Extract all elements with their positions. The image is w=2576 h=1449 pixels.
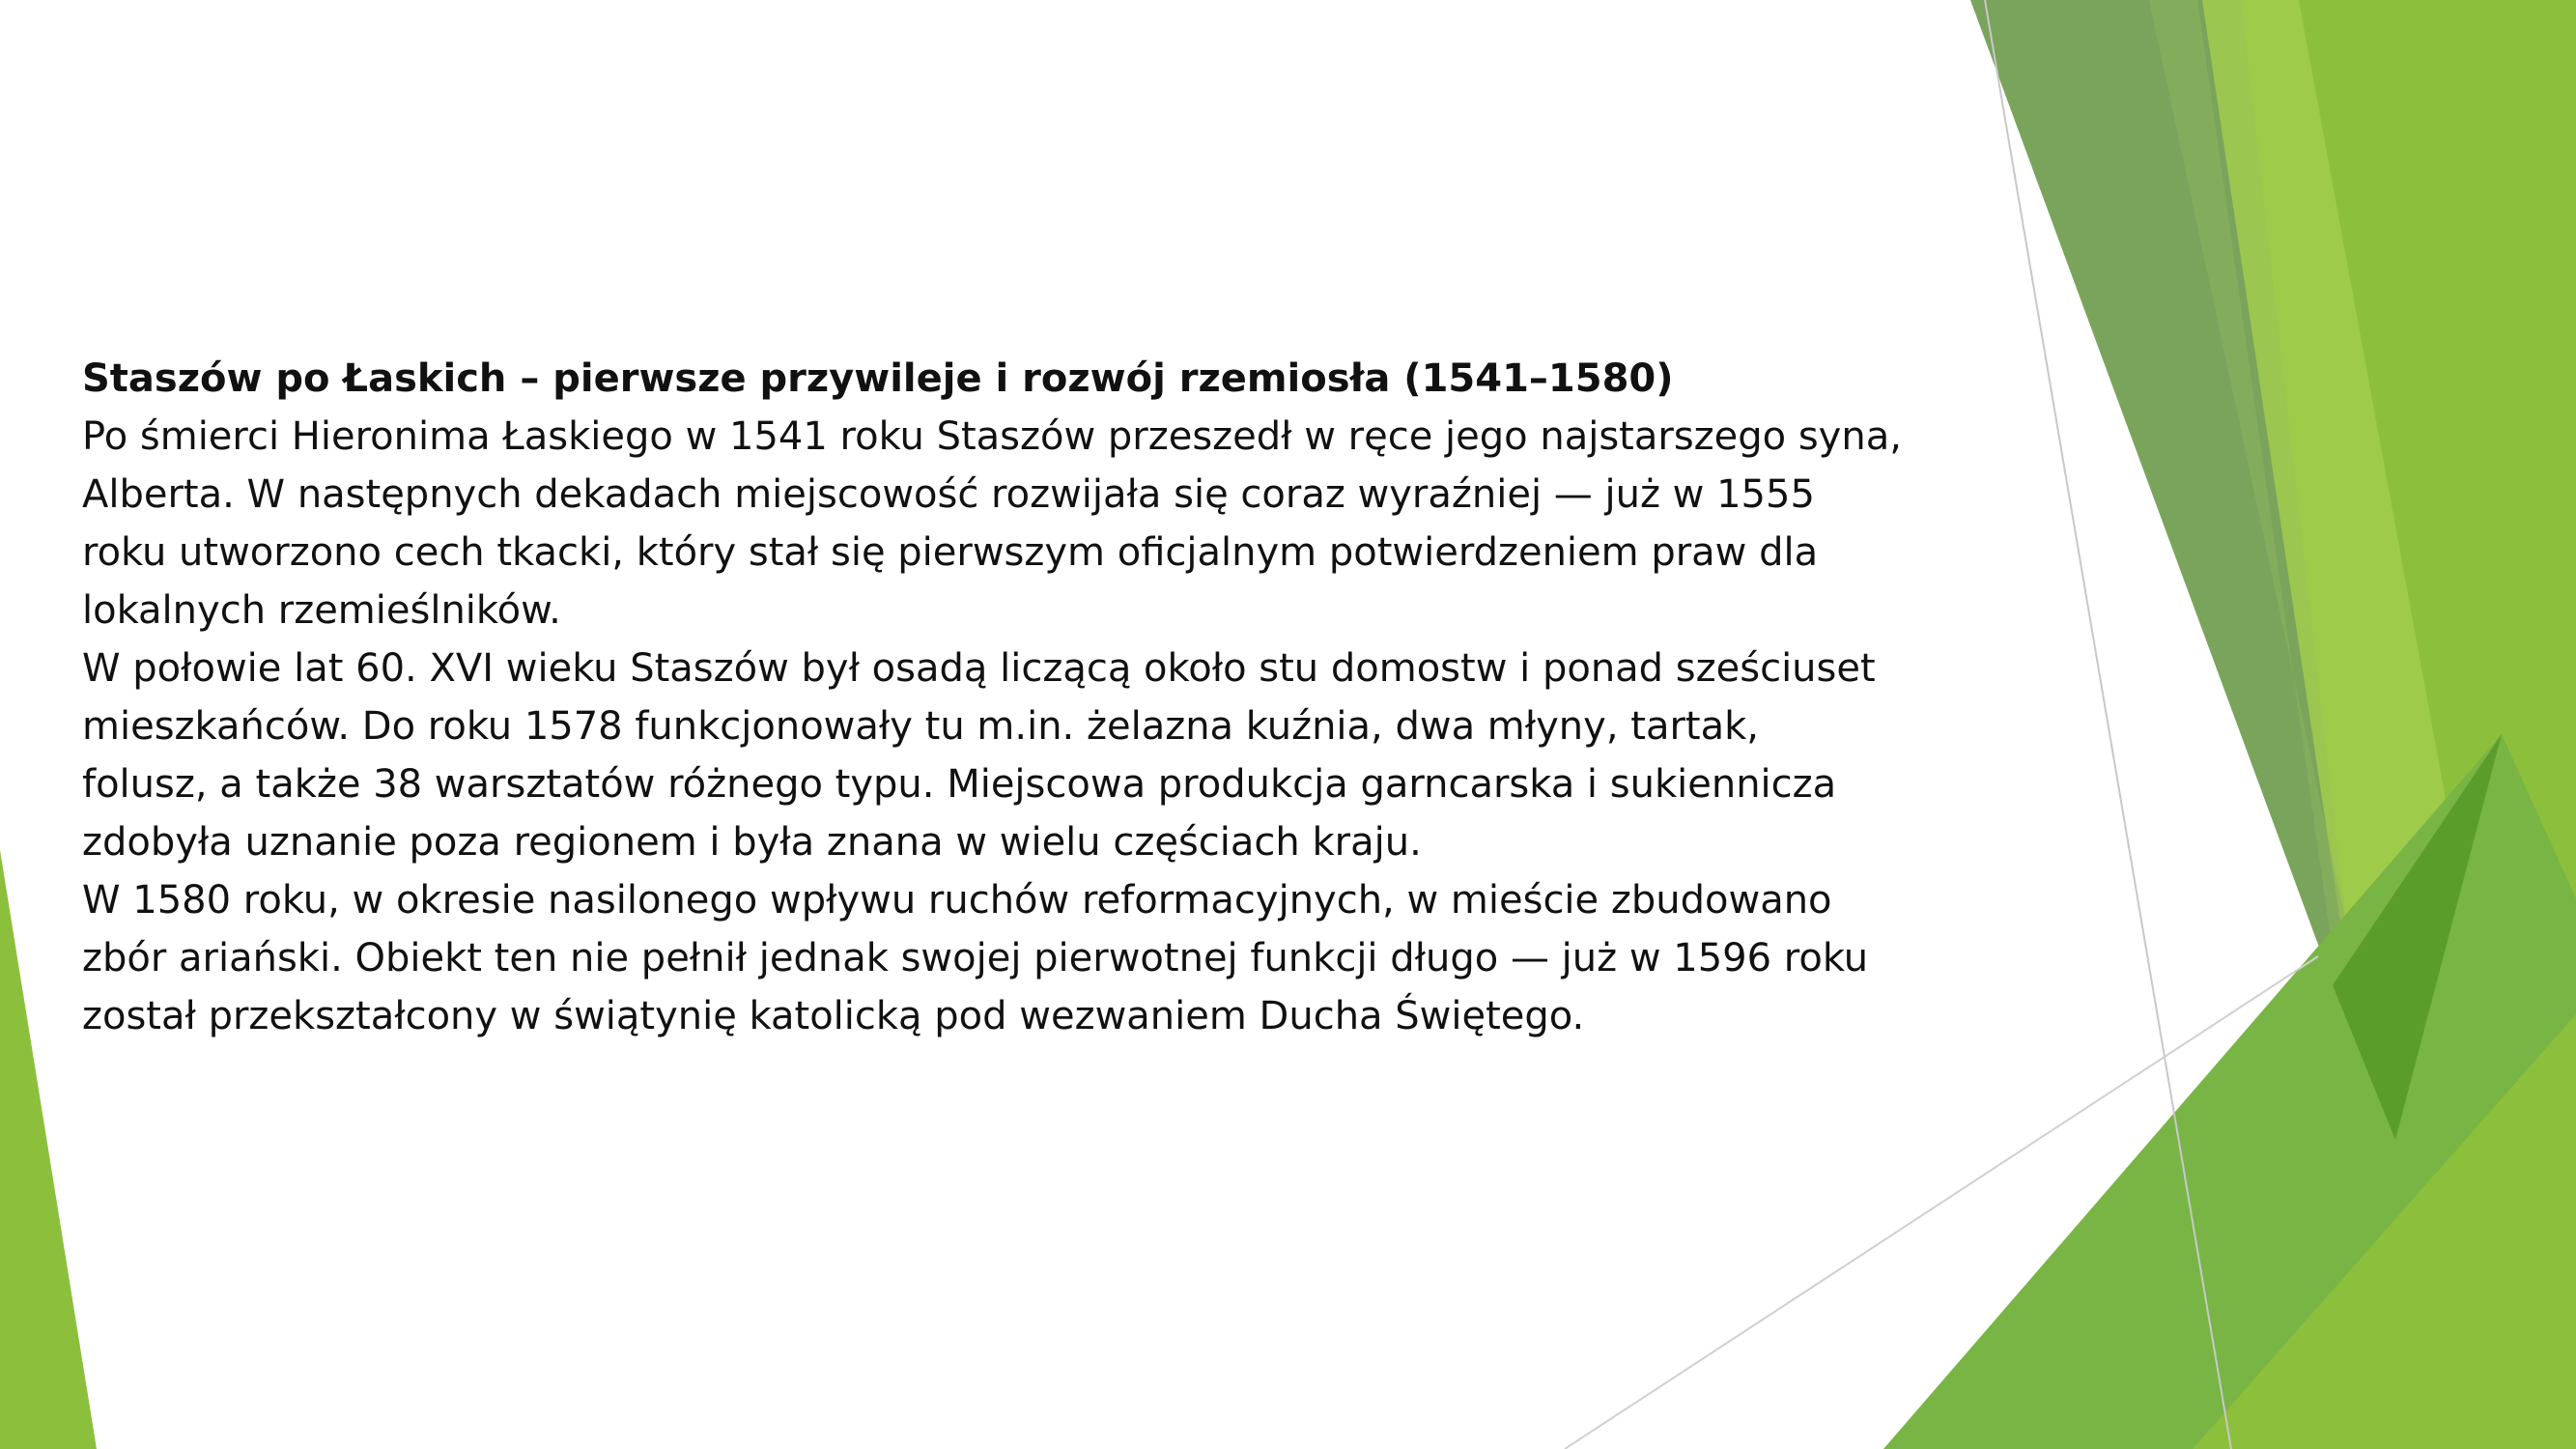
text-line: lokalnych rzemieślników. xyxy=(82,588,561,633)
text-line: folusz, a także 38 warsztatów różnego typu. Miejscowa produkcja garncarska i sukiennicza xyxy=(82,762,1837,807)
text-line: mieszkańców. Do roku 1578 funkcjonowały tu m.in. żelazna kuźnia, dwa młyny, tartak, xyxy=(82,704,1759,749)
text-line: Po śmierci Hieronima Łaskiego w 1541 roku Staszów przeszedł w ręce jego najstarszego syna, xyxy=(82,414,1902,459)
paragraph-3 xyxy=(82,871,2149,1045)
paragraph-2 xyxy=(82,639,2149,871)
text-line: zbór ariański. Obiekt ten nie pełnił jednak swojej pierwotnej funkcji długo — już w 1596 roku xyxy=(82,936,1869,980)
text-line: roku utworzono cech tkacki, który stał się pierwszym oficjalnym potwierdzeniem praw dla xyxy=(82,530,1819,575)
text-line: W 1580 roku, w okresie nasilonego wpływu ruchów reformacyjnych, w mieście zbudowano xyxy=(82,878,1832,923)
slide-content xyxy=(82,350,2149,1045)
text-line: zdobyła uznanie poza regionem i była znana w wielu częściach kraju. xyxy=(82,820,1422,865)
text-line: został przekształcony w świątynię katolicką pod wezwaniem Ducha Świętego. xyxy=(82,994,1585,1038)
text-line: W połowie lat 60. XVI wieku Staszów był osadą liczącą około stu domostw i ponad sześciuset xyxy=(82,646,1876,691)
slide-title: Staszów po Łaskich – pierwsze przywileje i rozwój rzemiosła (1541–1580) xyxy=(82,356,1674,401)
text-line: Alberta. W następnych dekadach miejscowość rozwijała się coraz wyraźniej — już w 1555 xyxy=(82,472,1815,517)
paragraph-1 xyxy=(82,408,2149,639)
